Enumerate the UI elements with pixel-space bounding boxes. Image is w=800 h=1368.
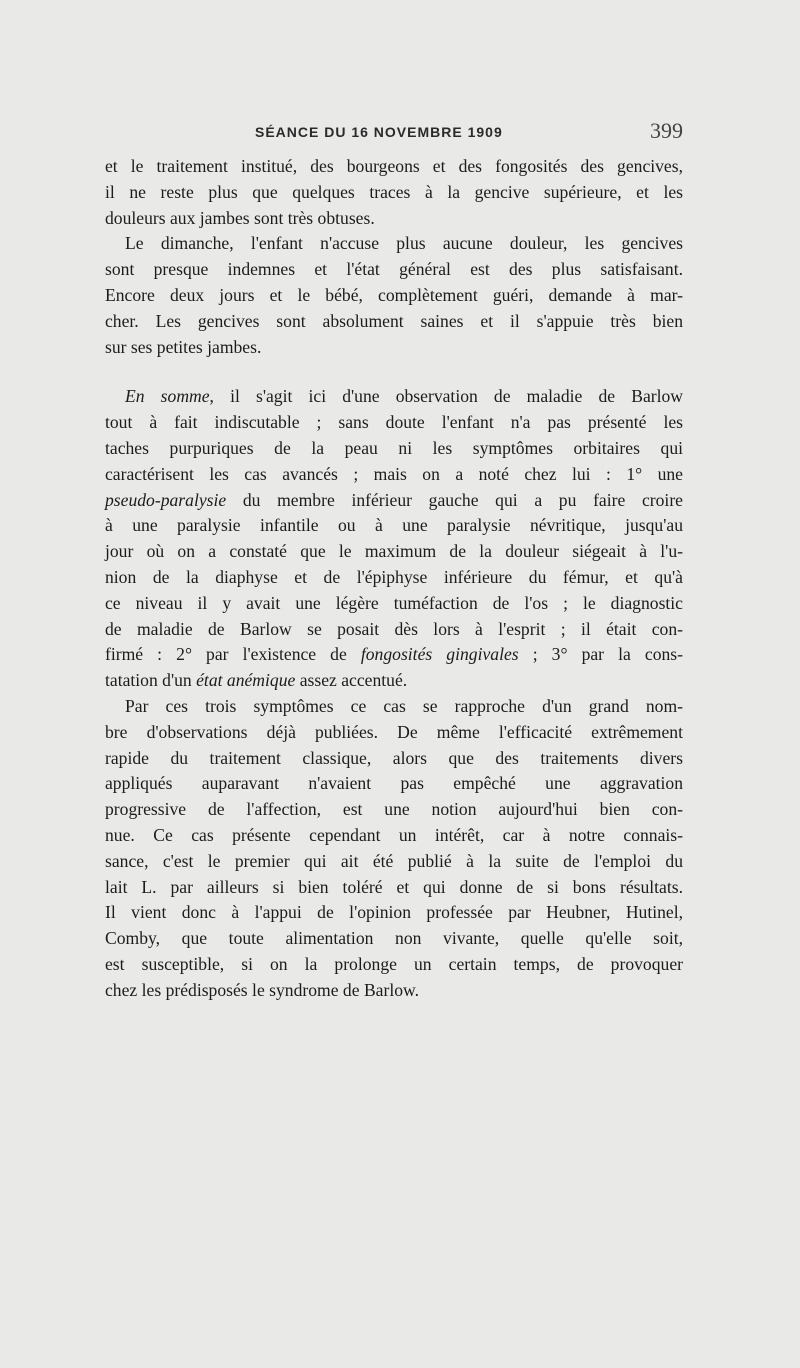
body-text bbox=[105, 154, 683, 1004]
text-line: Par ces trois symptômes ce cas se rapproche d'un grand nom- bbox=[125, 695, 683, 716]
text-line: pseudo-paralysie du membre inférieur gauche qui a pu faire croire bbox=[105, 489, 683, 510]
page-number: 399 bbox=[650, 118, 683, 143]
text-line: progressive de l'affection, est une notion aujourd'hui bien con- bbox=[105, 799, 683, 820]
text-line: nue. Ce cas présente cependant un intérêt, car à notre connais- bbox=[105, 824, 683, 845]
italic-phrase: état anémique bbox=[196, 670, 296, 691]
text-line: tatation d'un état anémique assez accentué. bbox=[105, 670, 408, 691]
text-line: Il vient donc à l'appui de l'opinion professée par Heubner, Hutinel, bbox=[105, 902, 683, 923]
text-line: sance, c'est le premier qui ait été publié à la suite de l'emploi du bbox=[105, 850, 683, 871]
text-line: est susceptible, si on la prolonge un certain temps, de provoquer bbox=[105, 953, 683, 974]
text-line: à une paralysie infantile ou à une paralysie névritique, jusqu'au bbox=[105, 515, 683, 536]
text-line: caractérisent les cas avancés ; mais on a noté chez lui : 1° une bbox=[105, 463, 683, 484]
text-line: Comby, que toute alimentation non vivante, quelle qu'elle soit, bbox=[105, 928, 683, 949]
running-header bbox=[105, 118, 683, 148]
text-line: chez les prédisposés le syndrome de Barlow. bbox=[105, 979, 419, 1000]
italic-phrase: pseudo-paralysie bbox=[105, 489, 227, 510]
italic-phrase: fongosités gingivales bbox=[360, 644, 519, 665]
header-title: SÉANCE DU 16 NOVEMBRE 1909 bbox=[255, 124, 503, 140]
paragraph bbox=[105, 694, 683, 1004]
text-line: Le dimanche, l'enfant n'accuse plus aucune douleur, les gencives bbox=[125, 233, 683, 254]
text-line: Encore deux jours et le bébé, complètement guéri, demande à mar- bbox=[105, 284, 683, 305]
text-line: rapide du traitement classique, alors que des traitements divers bbox=[105, 747, 683, 768]
text-line: et le traitement institué, des bourgeons et des fongosités des gencives, bbox=[105, 156, 683, 176]
text-line: douleurs aux jambes sont très obtuses. bbox=[105, 207, 375, 228]
text-line: sur ses petites jambes. bbox=[105, 336, 262, 357]
text-line: ce niveau il y avait une légère tuméfaction de l'os ; le diagnostic bbox=[105, 592, 683, 613]
text-line: En somme, il s'agit ici d'une observation de maladie de Barlow bbox=[125, 386, 684, 407]
text-line: taches purpuriques de la peau ni les symptômes orbitaires qui bbox=[105, 437, 683, 458]
paragraph bbox=[105, 384, 683, 694]
text-line: il ne reste plus que quelques traces à la gencive supérieure, et les bbox=[105, 181, 683, 202]
text-line: firmé : 2° par l'existence de fongosités gingivales ; 3° par la cons- bbox=[105, 644, 684, 665]
text-line: jour où on a constaté que le maximum de la douleur siégeait à l'u- bbox=[105, 541, 683, 562]
text-line: nion de la diaphyse et de l'épiphyse inférieure du fémur, et qu'à bbox=[105, 566, 683, 587]
text-line: lait L. par ailleurs si bien toléré et qui donne de si bons résultats. bbox=[105, 876, 683, 897]
text-line: tout à fait indiscutable ; sans doute l'enfant n'a pas présenté les bbox=[105, 412, 683, 433]
text-line: cher. Les gencives sont absolument saines et il s'appuie très bien bbox=[105, 310, 683, 331]
paragraph bbox=[105, 154, 683, 231]
text-line: bre d'observations déjà publiées. De même l'efficacité extrêmement bbox=[105, 721, 683, 742]
italic-phrase: En somme bbox=[125, 386, 210, 407]
paragraph bbox=[105, 231, 683, 360]
text-line: appliqués auparavant n'avaient pas empêché une aggravation bbox=[105, 773, 683, 794]
text-line: de maladie de Barlow se posait dès lors à l'esprit ; il était con- bbox=[105, 618, 683, 639]
text-line: sont presque indemnes et l'état général est des plus satisfaisant. bbox=[105, 259, 683, 280]
